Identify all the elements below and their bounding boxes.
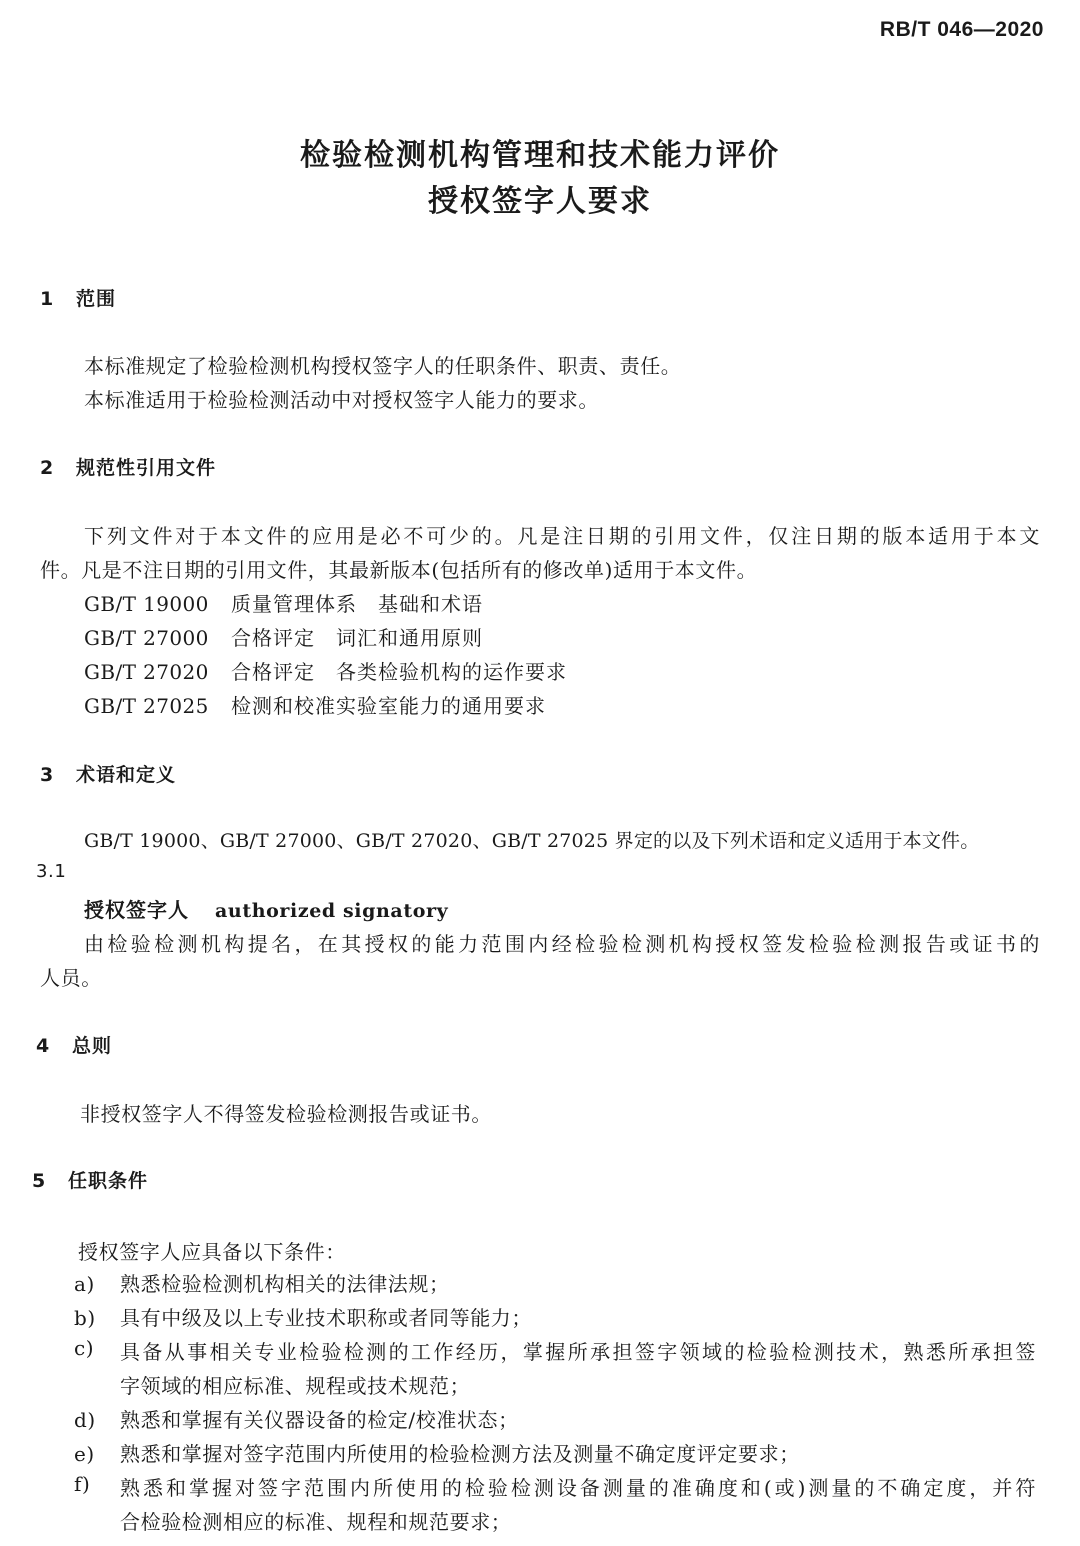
- section-2-intro-line-2: 件。凡是不注日期的引用文件，其最新版本(包括所有的修改单)适用于本文件。: [40, 558, 758, 582]
- term-number: 3.1: [36, 861, 67, 882]
- section-5-intro: 授权签字人应具备以下条件：: [78, 1240, 346, 1264]
- list-item-marker: d): [74, 1408, 96, 1432]
- reference-item: [84, 588, 483, 617]
- reference-title: 合格评定 词汇和通用原则: [231, 626, 483, 650]
- list-item-marker: a): [74, 1272, 95, 1296]
- list-item: [74, 1268, 450, 1297]
- list-item-text-continued: 字领域的相应标准、规程或技术规范；: [120, 1374, 471, 1398]
- section-3-heading: [40, 760, 176, 787]
- list-item-marker: e): [74, 1442, 95, 1466]
- section-1-heading: [40, 284, 116, 311]
- list-item-marker: c): [74, 1336, 95, 1360]
- document-title-line1: 检验检测机构管理和技术能力评价: [300, 138, 780, 173]
- list-item: [74, 1438, 800, 1467]
- section-number: 3: [40, 764, 55, 786]
- list-item-text-continued: 合检验检测相应的标准、规程和规范要求；: [120, 1510, 512, 1534]
- section-title: 范围: [76, 288, 117, 310]
- reference-title: 检测和校准实验室能力的通用要求: [231, 694, 546, 718]
- section-1-paragraph-1: 本标准规定了检验检测机构授权签字人的任职条件、职责、责任。: [84, 354, 682, 378]
- list-item: [74, 1472, 120, 1496]
- list-item: [74, 1336, 120, 1360]
- term-english: authorized signatory: [215, 900, 449, 922]
- reference-code: GB/T 27020: [84, 660, 209, 684]
- reference-item: [84, 690, 546, 719]
- term-definition-line-1: 由检验检测机构提名，在其授权的能力范围内经检验检测机构授权签发检验检测报告或证书的: [84, 932, 1040, 956]
- list-item-text: 熟悉和掌握对签字范围内所使用的检验检测设备测量的准确度和(或)测量的不确定度，并符: [120, 1476, 1036, 1500]
- section-2-heading: [40, 453, 216, 480]
- reference-code: GB/T 27000: [84, 626, 209, 650]
- list-item-marker: b): [74, 1306, 96, 1330]
- standard-code: RB/T 046—2020: [879, 18, 1044, 41]
- section-4-paragraph: 非授权签字人不得签发检验检测报告或证书。: [80, 1102, 492, 1126]
- section-number: 5: [32, 1170, 47, 1192]
- section-title: 总则: [72, 1035, 113, 1057]
- section-3-intro: GB/T 19000、GB/T 27000、GB/T 27020、GB/T 27025 界定的以及下列术语和定义适用于本文件。: [84, 830, 980, 852]
- reference-code: GB/T 19000: [84, 592, 209, 616]
- section-title: 任职条件: [68, 1170, 149, 1192]
- document-title-line2: 授权签字人要求: [428, 184, 652, 219]
- term-definition-line-2: 人员。: [40, 966, 102, 990]
- term-entry: [84, 894, 448, 923]
- section-5-heading: [32, 1166, 148, 1193]
- reference-item: [84, 622, 483, 651]
- list-item: [74, 1302, 532, 1331]
- list-item-text: 具有中级及以上专业技术职称或者同等能力；: [120, 1306, 532, 1330]
- list-item: [74, 1404, 519, 1433]
- term-chinese: 授权签字人: [84, 898, 189, 922]
- reference-code: GB/T 27025: [84, 694, 209, 718]
- section-2-intro-line-1: 下列文件对于本文件的应用是必不可少的。凡是注日期的引用文件，仅注日期的版本适用于本文: [84, 524, 1040, 548]
- section-number: 1: [40, 288, 55, 310]
- reference-title: 质量管理体系 基础和术语: [231, 592, 483, 616]
- list-item-marker: f): [74, 1472, 91, 1496]
- reference-item: [84, 656, 567, 685]
- section-title: 术语和定义: [76, 764, 177, 786]
- section-4-heading: [36, 1031, 112, 1058]
- list-item-text: 熟悉和掌握对签字范围内所使用的检验检测方法及测量不确定度评定要求；: [120, 1442, 800, 1466]
- section-number: 4: [36, 1035, 51, 1057]
- reference-title: 合格评定 各类检验机构的运作要求: [231, 660, 567, 684]
- section-title: 规范性引用文件: [76, 457, 217, 479]
- list-item-text: 具备从事相关专业检验检测的工作经历，掌握所承担签字领域的检验检测技术，熟悉所承担签: [120, 1340, 1036, 1364]
- list-item-text: 熟悉和掌握有关仪器设备的检定/校准状态；: [120, 1408, 519, 1432]
- section-number: 2: [40, 457, 55, 479]
- list-item-text: 熟悉检验检测机构相关的法律法规；: [120, 1272, 450, 1296]
- section-1-paragraph-2: 本标准适用于检验检测活动中对授权签字人能力的要求。: [84, 388, 599, 412]
